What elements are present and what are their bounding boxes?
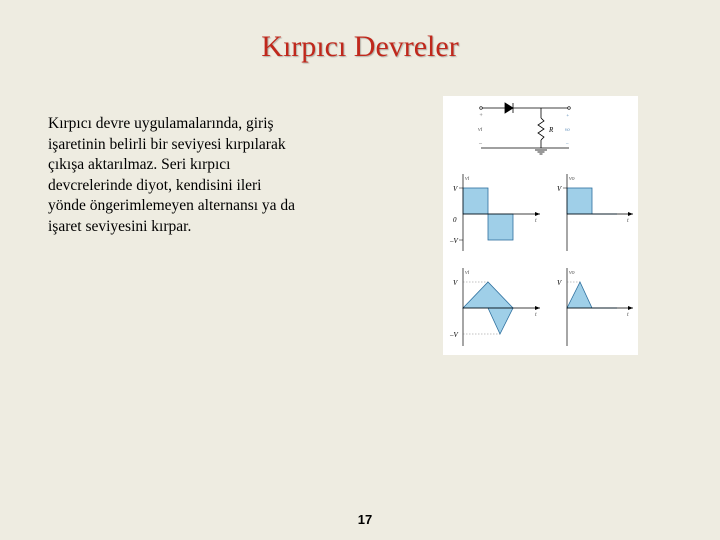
series-clipper-circuit [481, 103, 569, 154]
square-output-v-label: V [557, 185, 562, 193]
triangle-input-t-arrow [535, 306, 540, 310]
input-plus-label: + [479, 113, 484, 119]
square-input-positive-half [463, 188, 488, 214]
clipper-figure [443, 96, 638, 355]
clipper-diagram-svg [443, 96, 638, 355]
output-terminal-top [568, 107, 571, 110]
triangle-input-positive-half [463, 282, 513, 308]
body-line: yönde öngerimlemeyen alternansı ya da [48, 197, 296, 214]
page-number: 17 [357, 512, 373, 527]
square-input-t-label: t [535, 218, 537, 224]
triangle-output-plot [567, 268, 633, 346]
output-voltage-label: vo [565, 128, 570, 133]
output-minus-label: – [566, 142, 569, 147]
body-line: Kırpıcı devre uygulamalarında, giriş [48, 115, 274, 132]
square-input-negative-half [488, 214, 513, 240]
triangle-input-plot [463, 268, 540, 346]
diode-icon [505, 103, 513, 113]
square-input-negv-label: –V [450, 237, 458, 245]
triangle-input-t-label: t [535, 312, 537, 318]
resistor-icon [538, 118, 544, 140]
triangle-input-negative-half [488, 308, 513, 334]
triangle-input-v-label: V [453, 279, 458, 287]
square-input-t-arrow [535, 212, 540, 216]
triangle-output-positive-half [567, 282, 592, 308]
square-input-zero-label: 0 [453, 216, 457, 224]
input-voltage-label: vi [478, 127, 483, 133]
square-input-axis-label: vi [465, 176, 470, 182]
resistor-label: R [549, 126, 554, 134]
triangle-output-v-label: V [557, 279, 562, 287]
square-input-v-label: V [453, 185, 458, 193]
square-output-axis-label: vo [569, 176, 575, 182]
square-input-plot [459, 174, 540, 251]
triangle-output-axis-label: vo [569, 270, 575, 276]
body-line: çıkışa aktarılmaz. Seri kırpıcı [48, 156, 231, 173]
body-text [48, 114, 378, 237]
input-terminal-top [480, 107, 483, 110]
square-output-t-arrow [628, 212, 633, 216]
square-output-positive-half [567, 188, 592, 214]
body-line: işaretinin belirli bir seviyesi kırpılarak [48, 135, 286, 153]
input-minus-label: – [479, 141, 482, 147]
body-line: işaret seviyesini kırpar. [48, 217, 192, 235]
triangle-output-t-arrow [628, 306, 633, 310]
triangle-input-axis-label: vi [465, 270, 470, 276]
square-output-plot [563, 174, 633, 251]
slide-title: Kırpıcı Devreler [261, 30, 459, 63]
triangle-output-t-label: t [627, 312, 629, 318]
output-plus-label: + [566, 114, 570, 119]
body-line: devcrelerinde diyot, kendisini ileri [48, 176, 262, 194]
triangle-input-negv-label: –V [450, 331, 458, 339]
square-output-t-label: t [627, 218, 629, 224]
